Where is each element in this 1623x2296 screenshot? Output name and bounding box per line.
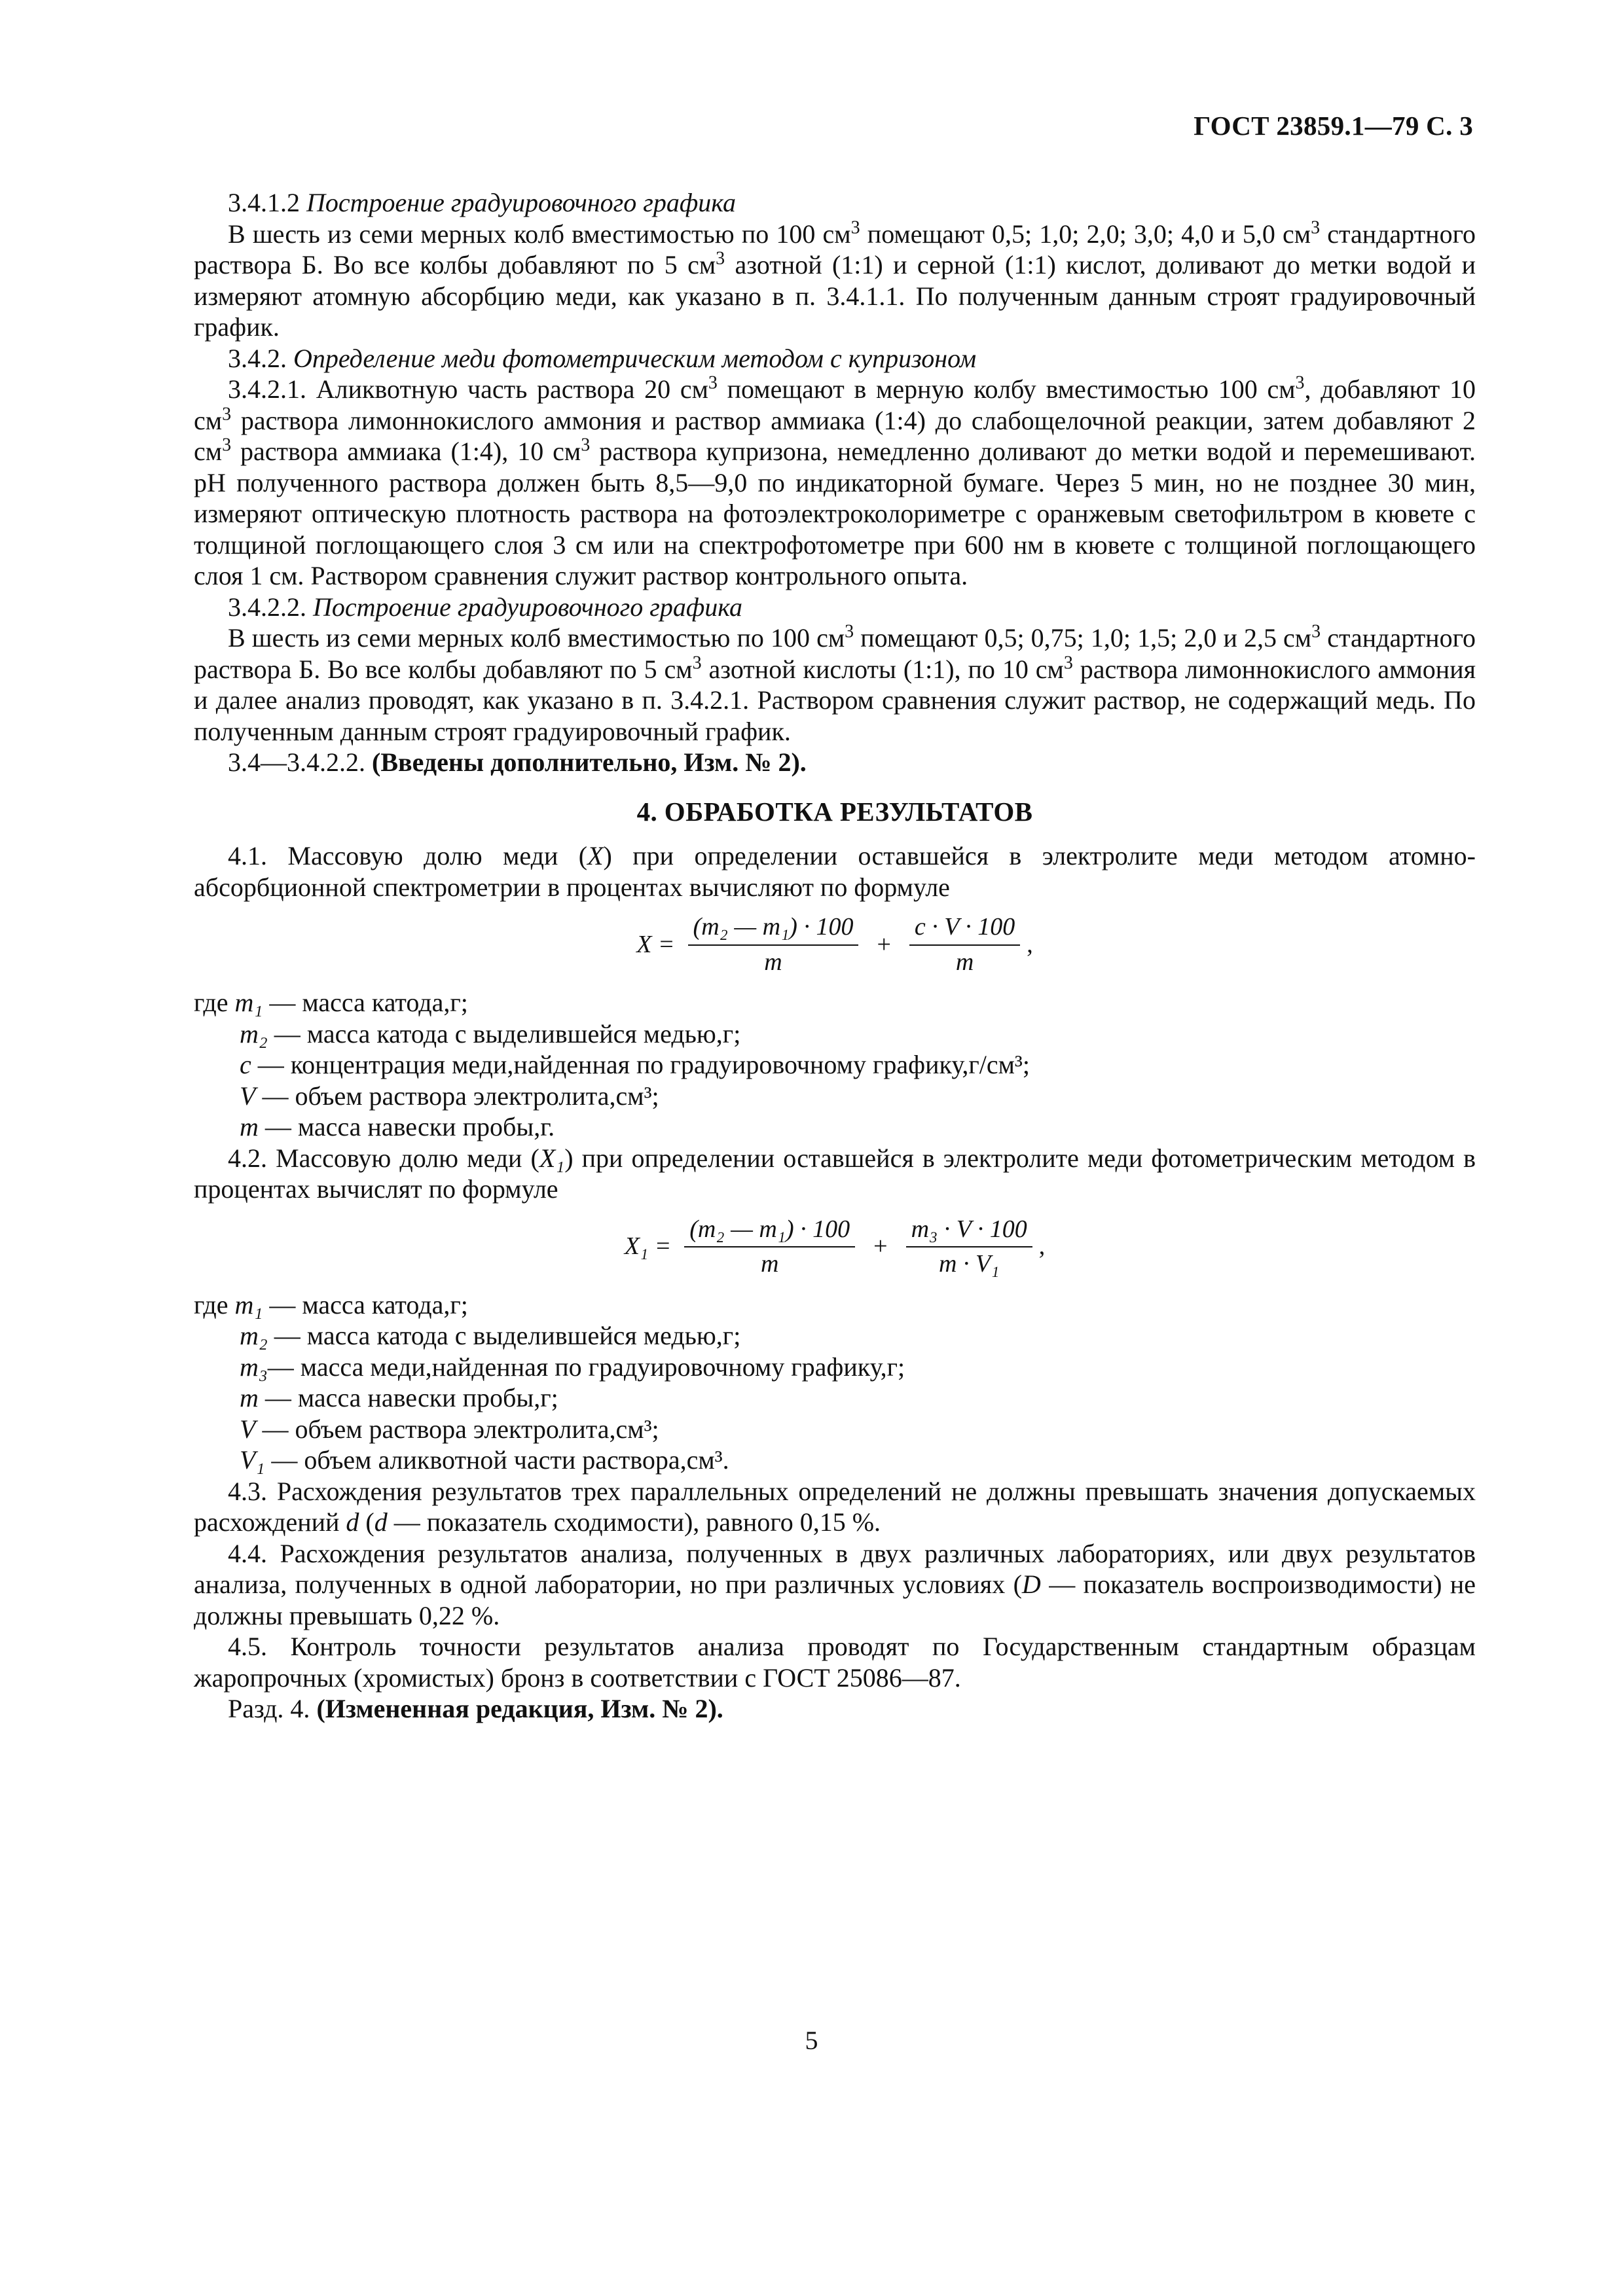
legend-row: где m₁ — масса катода,г; <box>194 988 468 1017</box>
paragraph-4-3: 4.3. Расхождения результатов трех параллельных определений не должны превышать значения допускаемых расхождений d (d — показатель сходимости), равного 0,15 %. <box>194 1476 1476 1537</box>
paragraph-4-2: 4.2. Массовую долю меди (X₁) при определении оставшейся в электролите меди фотометрическим методом в процентах вычислят по формуле <box>194 1143 1476 1204</box>
formula-1-legend <box>194 987 1476 1143</box>
formula-2-fraction-1: $\frac{\text{(m₂ — m₁) · 100}}{m}$ <box>684 1214 855 1280</box>
document-body <box>194 187 1476 1725</box>
section-4-title: 4. ОБРАБОТКА РЕЗУЛЬТАТОВ <box>636 796 1033 827</box>
legend-row: m₂ — масса катода с выделившейся медью,г; <box>240 1321 741 1350</box>
legend-row: V — объем раствора электролита,см³; <box>240 1081 659 1111</box>
paragraph-3-4-1-2: В шесть из семи мерных колб вместимостью по 100 $см^3$ помещают 0,5; 1,0; 2,0; 3,0; 4,0 и 5,0 $см^3$ стандартного раствора Б. Во все колбы добавляют по 5 $см^3$ азотной (1:1) и серной (1:1) кислот, доливают до метки водой и измеряют атомную абсорбцию меди, как указано в п. 3.4.1.1. По полученным данным строят градуировочный график. <box>194 217 1476 342</box>
formula-1: X = $\frac{\text{(m₂ — m₁) · 100}}{m}$ + $\frac{c \cdot V \cdot 100}{m}$ , <box>194 912 1476 978</box>
formula-1-fraction-2: $\frac{c \cdot V \cdot 100}{m}$ <box>909 912 1020 978</box>
formula-1-fraction-1: $\frac{\text{(m₂ — m₁) · 100}}{m}$ <box>688 912 859 978</box>
formula-2-legend <box>194 1289 1476 1476</box>
legend-row: c — концентрация меди,найденная по градуировочному графику,г/см³; <box>240 1050 1030 1079</box>
legend-row: V₁ — объем аликвотной части раствора,см³. <box>240 1445 729 1475</box>
page-number: 5 <box>805 2026 818 2055</box>
legend-row: m — масса навески пробы,г; <box>240 1383 558 1412</box>
paragraph-3-4-1-2-heading: 3.4.1.2 Построение градуировочного графика <box>228 188 736 217</box>
paragraph-4-4: 4.4. Расхождения результатов анализа, полученных в двух различных лабораториях, или двух результатов анализа, полученных в одной лаборатории, но при различных условиях (D — показатель воспроизводимости) не должны превышать 0,22 %. <box>194 1538 1476 1630</box>
legend-row: m — масса навески пробы,г. <box>240 1112 555 1141</box>
amendment-note-2: Разд. 4. (Измененная редакция, Изм. № 2). <box>228 1694 723 1723</box>
formula-2-fraction-2: $\frac{\text{m₃ · V · 100}}{\text{m · V₁}}$ <box>906 1214 1032 1280</box>
paragraph-4-1: 4.1. Массовую долю меди (X) при определении оставшейся в электролите меди методом атомно-абсорбционной спектрометрии в процентах вычисляют по формуле <box>194 841 1476 902</box>
legend-row: где m₁ — масса катода,г; <box>194 1289 468 1319</box>
legend-row: m₂ — масса катода с выделившейся медью,г; <box>240 1018 741 1049</box>
page-header: ГОСТ 23859.1—79 С. 3 <box>1194 111 1473 141</box>
paragraph-3-4-2-heading: 3.4.2. Определение меди фотометрическим методом с купризоном <box>228 343 977 373</box>
formula-2: X₁ = $\frac{\text{(m₂ — m₁) · 100}}{m}$ + $\frac{\text{m₃ · V · 100}}{\text{m · V₁}}$ , <box>194 1214 1476 1280</box>
paragraph-3-4-2-2: В шесть из семи мерных колб вместимостью по 100 $см^3$ помещают 0,5; 0,75; 1,0; 1,5; 2,0 и 2,5 $см^3$ стандартного раствора Б. Во все колбы добавляют по 5 $см^3$ азотной кислоты (1:1), по 10 $см^3$ раствора лимоннокислого аммония и далее анализ проводят, как указано в п. 3.4.2.1. Раствором сравнения служит раствор, не содержащий медь. По полученным данным строят градуировочный график. <box>194 621 1476 746</box>
paragraph-3-4-2-2-heading: 3.4.2.2. Построение градуировочного графика <box>228 592 742 622</box>
amendment-note-1: 3.4—3.4.2.2. (Введены дополнительно, Изм. № 2). <box>228 747 807 777</box>
paragraph-3-4-2-1: 3.4.2.1. Аликвотную часть раствора 20 $см^3$ помещают в мерную колбу вместимостью 100 $см^3$, добавляют 10 $см^3$ раствора лимоннокислого аммония и раствор аммиака (1:4) до слабощелочной реакции, затем добавляют 2 $см^3$ раствора аммиака (1:4), 10 $см^3$ раствора купризона, немедленно доливают до метки водой и перемешивают. pH полученного раствора должен быть 8,5—9,0 по индикаторной бумаге. Через 5 мин, но не позднее 30 мин, измеряют оптическую плотность раствора на фотоэлектроколориметре с оранжевым светофильтром в кювете с толщиной поглощающего слоя 3 см или на спектрофотометре при 600 нм в кювете с толщиной поглощающего слоя 1 см. Раствором сравнения служит раствор контрольного опыта. <box>194 372 1476 590</box>
legend-row: V — объем раствора электролита,см³; <box>240 1414 659 1444</box>
legend-row: m₃— масса меди,найденная по градуировочному графику,г; <box>240 1352 905 1382</box>
paragraph-4-5: 4.5. Контроль точности результатов анализа проводят по Государственным стандартным образцам жаропрочных (хромистых) бронз в соответствии с ГОСТ 25086—87. <box>194 1632 1476 1693</box>
